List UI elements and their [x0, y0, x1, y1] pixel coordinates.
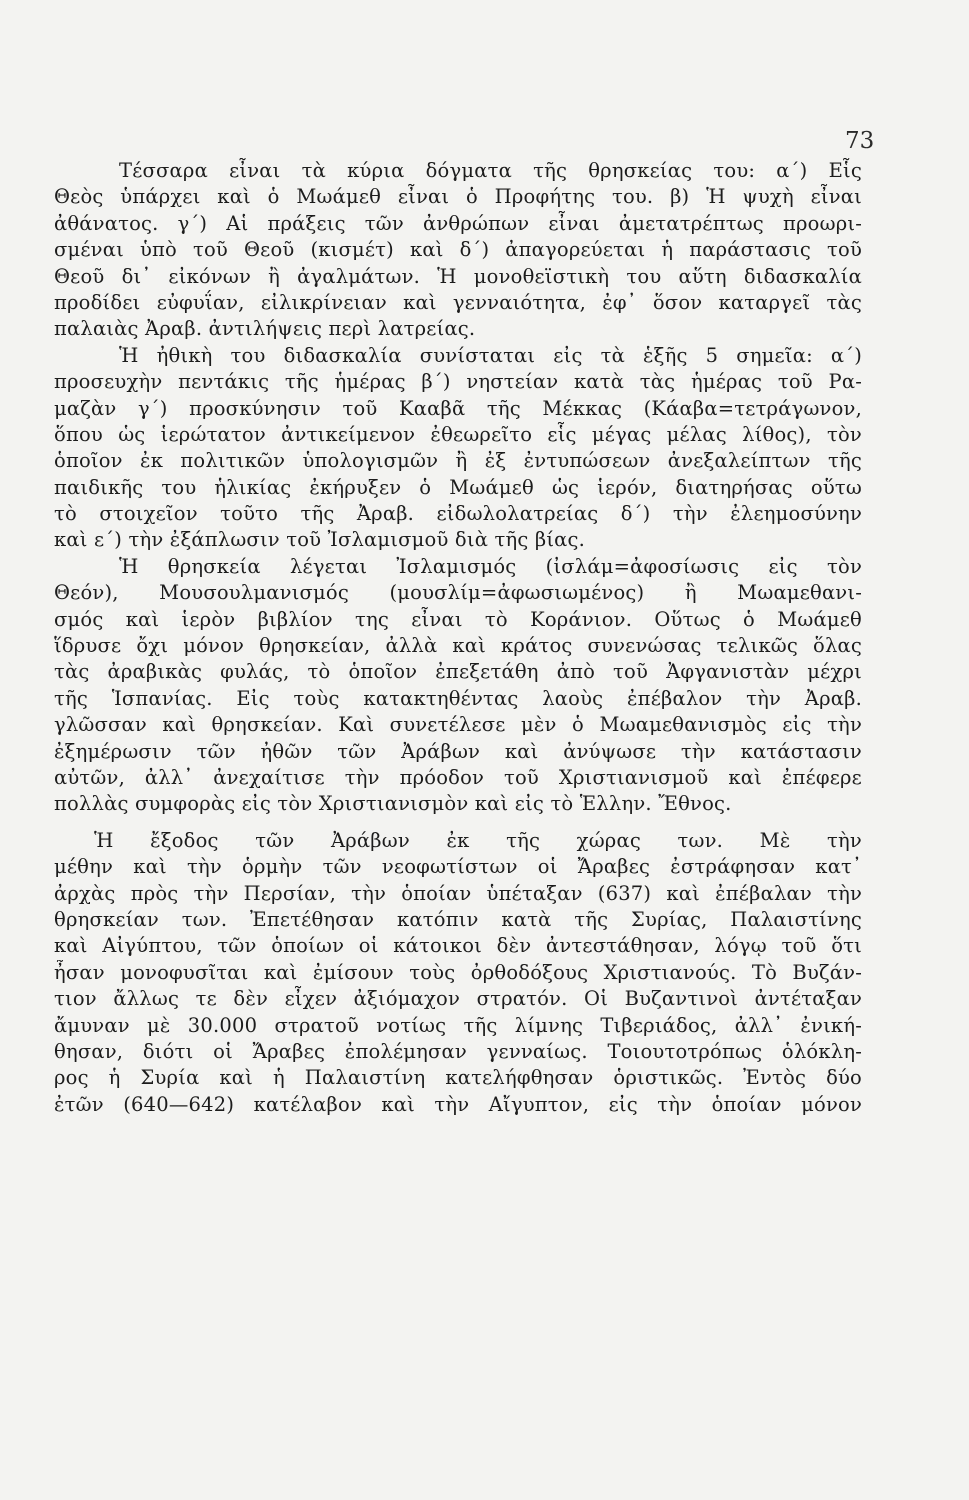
text-line: τῆς Ἱσπανίας. Εἰς τοὺς κατακτηθέντας λαοὺς ἐπέβαλον τὴν Ἀραβ. [54, 686, 862, 710]
text-line: Ἡ θρησκεία λέγεται Ἰσλαμισμός (ἰσλάμ=ἀφοσίωσις εἰς τὸν [119, 554, 862, 578]
text-line: θησαν, διότι οἱ Ἄραβες ἐπολέμησαν γενναίως. Τοιουτοτρόπως ὁλόκλη- [54, 1039, 862, 1063]
section-heading-line: Ἡ ἔξοδος τῶν Ἀράβων ἐκ τῆς χώρας των. Μὲ τὴν [94, 828, 862, 852]
text-line: τιον ἄλλως τε δὲν εἶχεν ἀξιόμαχον στρατόν. Οἱ Βυζαντινοὶ ἀντέταξαν [54, 987, 862, 1011]
text-line: τὸ στοιχεῖον τοῦτο τῆς Ἀραβ. εἰδωλολατρείας δ΄) τὴν ἐλεημοσύνην [54, 502, 862, 526]
text-line: ἵδρυσε ὄχι μόνον θρησκείαν, ἀλλὰ καὶ κράτος συνενώσας τελικῶς ὅλας [54, 634, 862, 658]
text-line: Θεοῦ δι᾽ εἰκόνων ἢ ἀγαλμάτων. Ἡ μονοθεϊστικὴ του αὕτη διδασκαλία [54, 264, 862, 288]
text-line: καὶ ε΄) τὴν ἐξάπλωσιν τοῦ Ἰσλαμισμοῦ διὰ τῆς βίας. [54, 528, 586, 552]
text-line: Θεὸς ὑπάρχει καὶ ὁ Μωάμεθ εἶναι ὁ Προφήτης του. β) Ἡ ψυχὴ εἶναι [54, 185, 862, 209]
text-line: Θεόν), Μουσουλμανισμός (μουσλίμ=ἀφωσιωμένος) ἢ Μωαμεθανι- [54, 581, 862, 605]
text-line: προσευχὴν πεντάκις τῆς ἡμέρας β΄) νηστείαν κατὰ τὰς ἡμέρας τοῦ Ρα- [54, 370, 862, 394]
text-line: τὰς ἀραβικὰς φυλάς, τὸ ὁποῖον ἐπεξετάθη ἀπὸ τοῦ Ἀφγανιστὰν μέχρι [54, 660, 862, 684]
text-line: μέθην καὶ τὴν ὁρμὴν τῶν νεοφωτίστων οἱ Ἄραβες ἐστράφησαν κατ᾽ [54, 855, 862, 879]
body-text [54, 158, 862, 1118]
text-line: ἄμυναν μὲ 30.000 στρατοῦ νοτίως τῆς λίμνης Τιβεριάδος, ἀλλ᾽ ἐνική- [54, 1013, 862, 1037]
text-line: ἦσαν μονοφυσῖται καὶ ἐμίσουν τοὺς ὀρθοδόξους Χριστιανούς. Τὸ Βυζάν- [54, 960, 862, 984]
text-line: Ἡ ἠθικὴ του διδασκαλία συνίσταται εἰς τὰ ἑξῆς 5 σημεῖα: α΄) [119, 343, 862, 367]
text-line: καὶ Αἰγύπτου, τῶν ὁποίων οἱ κάτοικοι δὲν ἀντεστάθησαν, λόγῳ τοῦ ὅτι [54, 934, 862, 958]
text-line: ἐτῶν (640—642) κατέλαβον καὶ τὴν Αἴγυπτον, εἰς τὴν ὁποίαν μόνον [54, 1092, 862, 1116]
text-line: ἐξημέρωσιν τῶν ἠθῶν τῶν Ἀράβων καὶ ἀνύψωσε τὴν κατάστασιν [54, 739, 862, 763]
text-line: παλαιὰς Ἀραβ. ἀντιλήψεις περὶ λατρείας. [54, 317, 476, 341]
text-line: σμός καὶ ἱερὸν βιβλίον της εἶναι τὸ Κοράνιον. Οὕτως ὁ Μωάμεθ [54, 607, 862, 631]
text-line: ρος ἡ Συρία καὶ ἡ Παλαιστίνη κατελήφθησαν ὁριστικῶς. Ἐντὸς δύο [54, 1066, 862, 1090]
text-line: αὐτῶν, ἀλλ᾽ ἀνεχαίτισε τὴν πρόοδον τοῦ Χριστιανισμοῦ καὶ ἐπέφερε [54, 765, 862, 789]
text-line: θρησκείαν των. Ἐπετέθησαν κατόπιν κατὰ τῆς Συρίας, Παλαιστίνης [54, 907, 862, 931]
text-line: γλῶσσαν καὶ θρησκείαν. Καὶ συνετέλεσε μὲν ὁ Μωαμεθανισμὸς εἰς τὴν [54, 713, 862, 737]
text-line: ἀθάνατος. γ΄) Αἱ πράξεις τῶν ἀνθρώπων εἶναι ἀμετατρέπτως προωρι- [54, 211, 862, 235]
text-line: Τέσσαρα εἶναι τὰ κύρια δόγματα τῆς θρησκείας του: α΄) Εἷς [119, 159, 862, 182]
text-line: ἀρχὰς πρὸς τὴν Περσίαν, τὴν ὁποίαν ὑπέταξαν (637) καὶ ἐπέβαλαν τὴν [54, 881, 862, 905]
text-line: σμέναι ὑπὸ τοῦ Θεοῦ (κισμέτ) καὶ δ΄) ἀπαγορεύεται ἡ παράστασις τοῦ [54, 238, 862, 262]
text-line: πολλὰς συμφορὰς εἰς τὸν Χριστιανισμὸν καὶ εἰς τὸ Ἑλλην. Ἔθνος. [54, 792, 732, 816]
text-line: προδίδει εὐφυΐαν, εἰλικρίνειαν καὶ γενναιότητα, ἐφ᾽ ὅσον καταργεῖ τὰς [54, 290, 862, 314]
text-line: παιδικῆς του ἡλικίας ἐκήρυξεν ὁ Μωάμεθ ὡς ἱερόν, διατηρήσας οὕτω [54, 475, 862, 499]
text-line: ὅπου ὡς ἱερώτατον ἀντικείμενον ἐθεωρεῖτο εἷς μέγας μέλας λίθος), τὸν [54, 422, 862, 446]
page-number: 73 [845, 128, 875, 154]
text-line: ὁποῖον ἐκ πολιτικῶν ὑπολογισμῶν ἢ ἐξ ἐντυπώσεων ἀνεξαλείπτων τῆς [54, 449, 862, 473]
text-line: μαζὰν γ΄) προσκύνησιν τοῦ Κααβᾶ τῆς Μέκκας (Κάαβα=τετράγωνον, [54, 396, 862, 420]
